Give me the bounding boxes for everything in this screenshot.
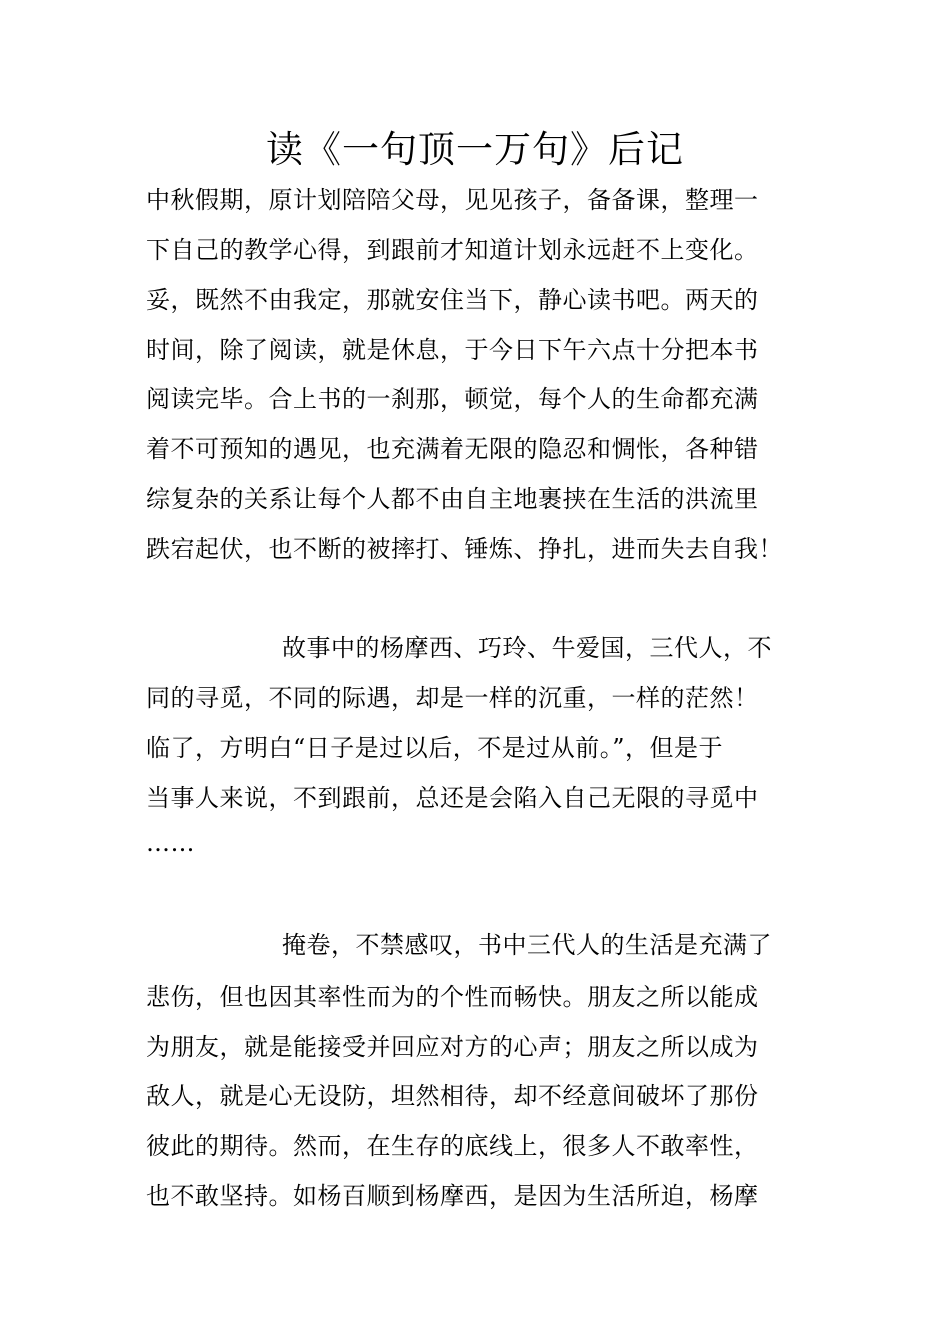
paragraph-3-line-1: 掩卷，不禁感叹，书中三代人的生活是充满了 xyxy=(282,931,772,959)
paragraph-1-line-1: 中秋假期，原计划陪陪父母，见见孩子，备备课，整理一 xyxy=(146,186,759,214)
paragraph-2-line-1: 故事中的杨摩西、巧玲、牛爱国，三代人，不 xyxy=(282,634,772,662)
paragraph-1-line-2: 下自己的教学心得，到跟前才知道计划永远赶不上变化。 xyxy=(146,236,759,264)
paragraph-1-line-3: 妥，既然不由我定，那就安住当下，静心读书吧。两天的 xyxy=(146,286,759,314)
paragraph-1-line-8: 跌宕起伏，也不断的被摔打、锤炼、挣扎，进而失去自我！ xyxy=(146,535,783,563)
paragraph-3-line-5: 彼此的期待。然而，在生存的底线上，很多人不敢率性， xyxy=(146,1132,759,1160)
paragraph-2-line-4: 当事人来说，不到跟前，总还是会陷入自己无限的寻觅中 xyxy=(146,784,759,812)
paragraph-3-line-3: 为朋友，就是能接受并回应对方的心声；朋友之所以成为 xyxy=(146,1033,759,1061)
paragraph-3-line-2: 悲伤，但也因其率性而为的个性而畅快。朋友之所以能成 xyxy=(146,983,759,1011)
paragraph-3-line-4: 敌人，就是心无设防，坦然相待，却不经意间破坏了那份 xyxy=(146,1082,759,1110)
paragraph-1-line-5: 阅读完毕。合上书的一刹那，顿觉，每个人的生命都充满 xyxy=(146,385,759,413)
paragraph-3-line-6: 也不敢坚持。如杨百顺到杨摩西，是因为生活所迫，杨摩 xyxy=(146,1182,759,1210)
paragraph-2-line-3: 临了，方明白“日子是过以后，不是过从前。”，但是于 xyxy=(146,734,724,762)
paragraph-2-line-5: …… xyxy=(146,829,195,857)
document-title: 读《一句顶一万句》后记 xyxy=(266,128,684,171)
paragraph-1-line-7: 综复杂的关系让每个人都不由自主地裹挟在生活的洪流里 xyxy=(146,485,759,513)
paragraph-1-line-4: 时间，除了阅读，就是休息，于今日下午六点十分把本书 xyxy=(146,336,759,364)
paragraph-1-line-6: 着不可预知的遇见，也充满着无限的隐忍和惆怅，各种错 xyxy=(146,435,759,463)
paragraph-2-line-2: 同的寻觅，不同的际遇，却是一样的沉重，一样的茫然！ xyxy=(146,684,759,712)
